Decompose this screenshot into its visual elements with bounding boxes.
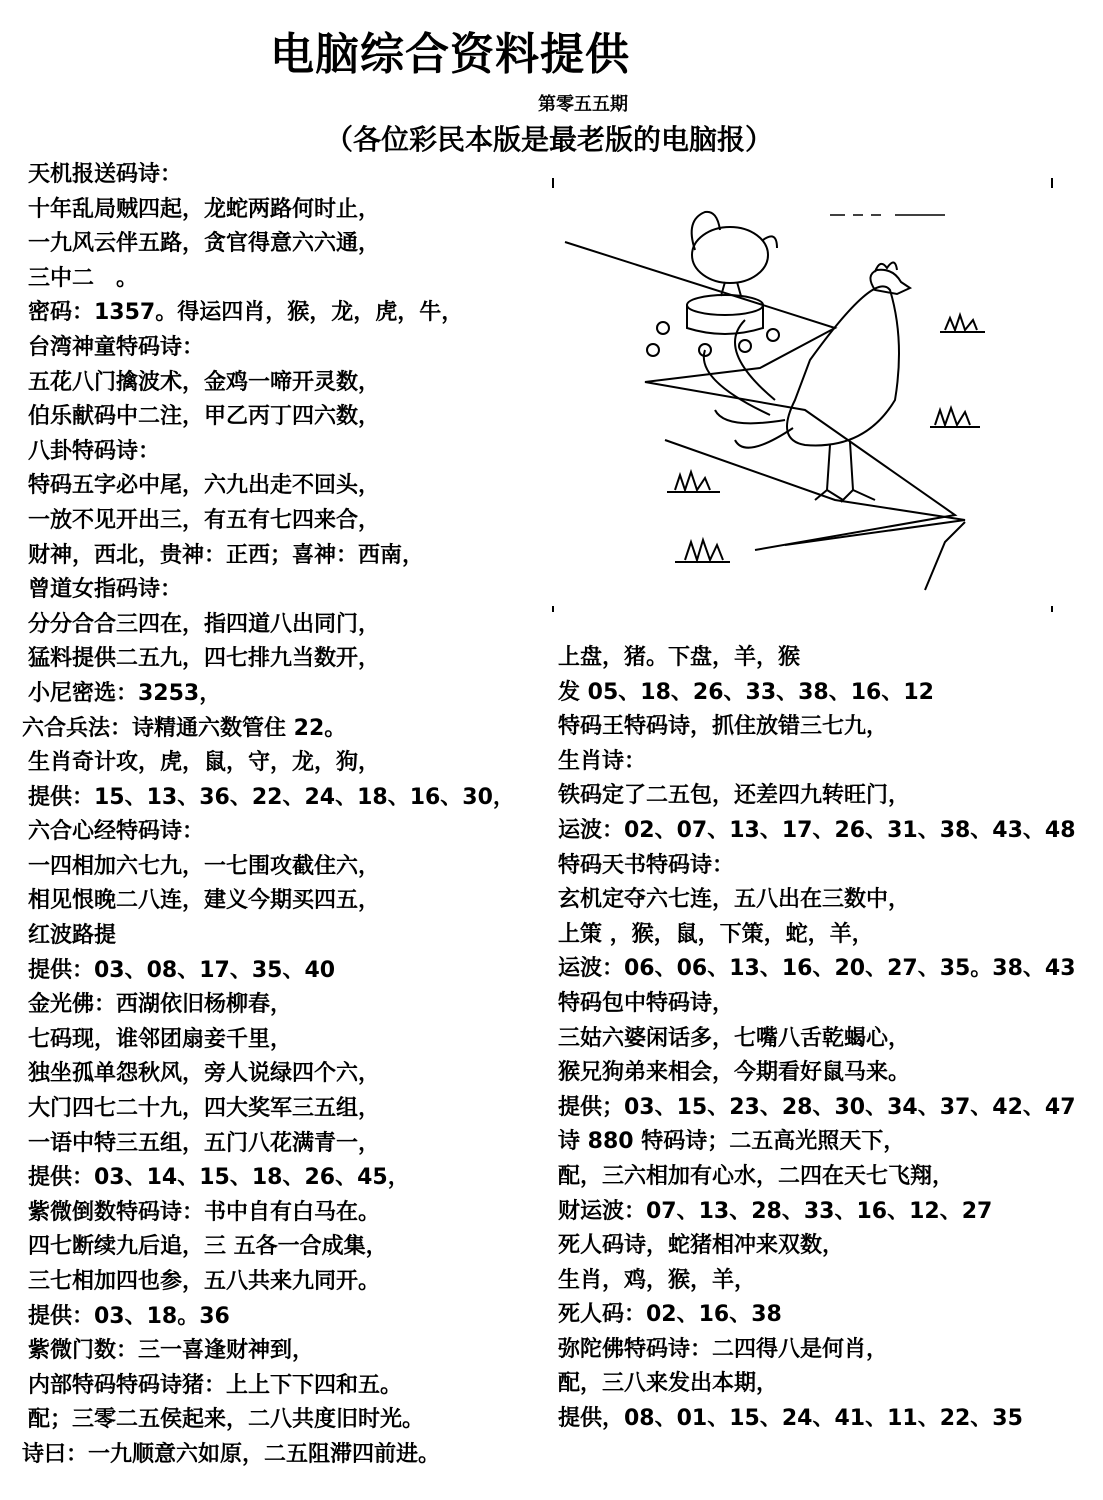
right-line: 特码包中特码诗， bbox=[558, 990, 735, 1016]
right-line: 三姑六婆闲话多，七嘴八舌乾蝎心， bbox=[558, 1025, 911, 1051]
page-subtitle: （各位彩民本版是最老版的电脑报） bbox=[325, 123, 774, 156]
left-line: 六合心经特码诗： bbox=[28, 819, 205, 845]
left-line: 曾道女指码诗： bbox=[28, 577, 183, 603]
left-line: 天机报送码诗： bbox=[28, 162, 183, 187]
left-line: 密码：1357。得运四肖，猴，龙，虎，牛， bbox=[28, 300, 464, 326]
left-line: 一放不见开出三，有五有七四来合， bbox=[28, 507, 381, 533]
right-line: 死人码：02、16、38 bbox=[558, 1302, 782, 1328]
right-line: 生肖，鸡，猴，羊， bbox=[558, 1267, 757, 1293]
left-line: 分分合合三四在，指四道八出同门， bbox=[28, 611, 381, 637]
left-line: 十年乱局贼四起，龙蛇两路何时止， bbox=[28, 196, 381, 222]
right-column-text bbox=[558, 641, 1098, 1437]
right-line: 运波：02、07、13、17、26、31、38、43、48 bbox=[558, 817, 1076, 843]
left-line: 台湾神童特码诗： bbox=[28, 334, 205, 360]
left-line: 一四相加六七九，一七围攻截住六， bbox=[28, 853, 381, 879]
left-line: 大门四七二十九，四大奖军三五组， bbox=[28, 1096, 381, 1122]
right-line: 生肖诗： bbox=[558, 748, 647, 774]
right-line: 铁码定了二五包，还差四九转旺门， bbox=[558, 783, 911, 809]
right-line: 提供，08、01、15、24、41、11、22、35 bbox=[558, 1406, 1023, 1432]
left-line: 金光佛：西湖依旧杨柳春， bbox=[28, 992, 293, 1018]
right-line: 运波：06、06、13、16、20、27、35。38、43 bbox=[558, 956, 1076, 982]
left-line: 六合兵法：诗精通六数管住 22。 bbox=[22, 715, 347, 741]
left-line: 相见恨晚二八连，建义今期买四五， bbox=[28, 888, 381, 914]
left-line: 提供：15、13、36、22、24、18、16、30， bbox=[28, 784, 515, 810]
left-line: 提供：03、18。36 bbox=[28, 1303, 230, 1329]
left-line: 三中二 。 bbox=[28, 265, 139, 291]
right-line: 特码天书特码诗： bbox=[558, 852, 735, 878]
issue-number: 第零五五期 bbox=[538, 94, 628, 115]
left-line: 提供：03、08、17、35、40 bbox=[28, 957, 336, 983]
left-line: 提供：03、14、15、18、26、45， bbox=[28, 1165, 410, 1191]
left-line: 伯乐献码中二注，甲乙丙丁四六数， bbox=[28, 404, 381, 430]
right-line: 弥陀佛特码诗：二四得八是何肖， bbox=[558, 1336, 889, 1362]
left-line: 紫微倒数特码诗：书中自有白马在。 bbox=[28, 1199, 381, 1225]
left-line: 特码五字必中尾，六九出走不回头， bbox=[28, 473, 381, 499]
right-line: 死人码诗，蛇猪相冲来双数， bbox=[558, 1233, 845, 1259]
left-column-text bbox=[22, 158, 548, 1473]
left-line: 小尼密选：3253， bbox=[28, 680, 222, 706]
left-line: 诗曰：一九顺意六如原，二五阻滞四前进。 bbox=[22, 1441, 441, 1467]
rooster-illustration bbox=[545, 170, 1065, 615]
page-title: 电脑综合资料提供 bbox=[270, 29, 630, 80]
left-line: 内部特码特码诗猪：上上下下四和五。 bbox=[28, 1372, 403, 1398]
left-line: 四七断续九后追，三 五各一合成集， bbox=[28, 1234, 388, 1260]
left-line: 红波路提 bbox=[28, 923, 117, 949]
left-line: 紫微门数：三一喜逢财神到， bbox=[28, 1338, 315, 1364]
left-line: 八卦特码诗： bbox=[28, 438, 161, 464]
right-line: 配，三八来发出本期， bbox=[558, 1371, 779, 1397]
right-line: 财运波：07、13、28、33、16、12、27 bbox=[558, 1198, 993, 1224]
left-line: 猛料提供二五九，四七排九当数开， bbox=[28, 646, 381, 672]
left-line: 财神，西北，贵神：正西；喜神：西南， bbox=[28, 542, 425, 568]
right-line: 上盘，猪。下盘，羊，猴 bbox=[558, 645, 801, 670]
left-line: 五花八门擒波术，金鸡一啼开灵数， bbox=[28, 369, 381, 395]
left-line: 生肖奇计攻，虎，鼠，守，龙，狗， bbox=[28, 750, 381, 776]
right-line: 特码王特码诗，抓住放错三七九， bbox=[558, 714, 889, 740]
right-line: 发 05、18、26、33、38、16、12 bbox=[558, 679, 934, 705]
right-line: 提供；03、15、23、28、30、34、37、42、47 bbox=[558, 1094, 1076, 1120]
left-line: 配；三零二五侯起来，二八共度旧时光。 bbox=[28, 1407, 425, 1433]
left-line: 七码现，谁邻团扇妾千里， bbox=[28, 1026, 293, 1052]
right-line: 猴兄狗弟来相会，今期看好鼠马来。 bbox=[558, 1060, 911, 1086]
left-line: 独坐孤单怨秋风，旁人说绿四个六， bbox=[28, 1061, 381, 1087]
right-line: 诗 880 特码诗；二五高光照天下， bbox=[558, 1129, 906, 1155]
left-line: 一语中特三五组，五门八花满青一， bbox=[28, 1130, 381, 1156]
left-line: 三七相加四也参，五八共来九同开。 bbox=[28, 1269, 381, 1294]
right-line: 上策 ，猴，鼠，下策，蛇，羊， bbox=[558, 921, 874, 947]
right-line: 玄机定夺六七连，五八出在三数中， bbox=[558, 887, 911, 913]
left-line: 一九风云伴五路，贪官得意六六通， bbox=[28, 231, 381, 257]
right-line: 配，三六相加有心水，二四在天七飞翔， bbox=[558, 1163, 955, 1189]
